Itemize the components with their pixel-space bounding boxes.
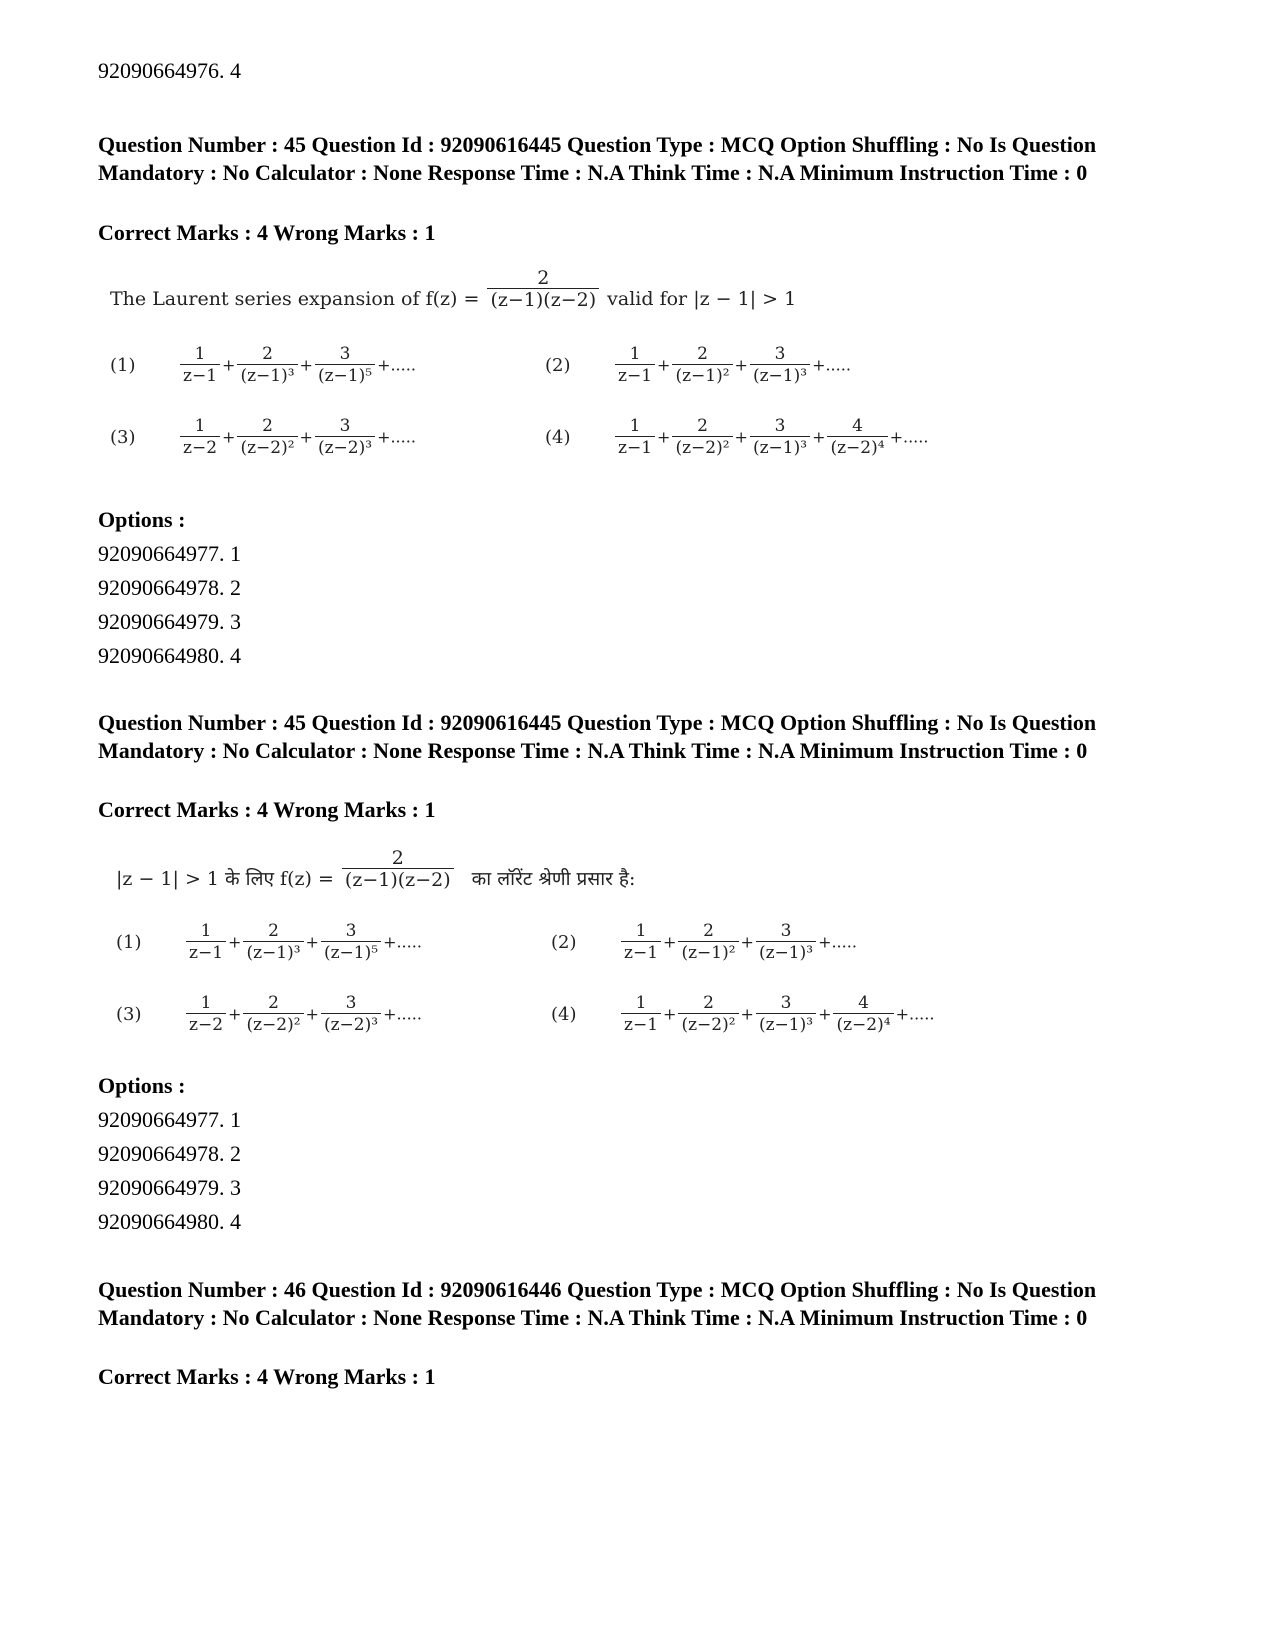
series-term (237, 416, 297, 458)
term-numerator: 2 (697, 344, 708, 364)
option-item: 92090664978. 2 (98, 1141, 241, 1166)
choice-expression (178, 416, 416, 458)
choice-expression (613, 344, 851, 386)
option-item: 92090664977. 1 (98, 1107, 241, 1132)
plus-sign: + (657, 427, 671, 447)
term-numerator: 3 (774, 416, 786, 436)
term-numerator: 3 (780, 921, 792, 941)
statement-suffix: का लॉरेंट श्रेणी प्रसार है: (471, 868, 636, 890)
plus-sign: + (812, 427, 826, 447)
question-image-hindi (98, 843, 1038, 1035)
question-image-english (98, 266, 1038, 458)
plus-sign: + (299, 427, 313, 447)
term-numerator: 3 (780, 993, 792, 1013)
term-denominator: (z−1)³ (237, 364, 297, 386)
term-numerator: 1 (629, 344, 641, 364)
series-term (756, 993, 816, 1035)
term-numerator: 2 (268, 921, 279, 941)
option-item: 92090664979. 3 (98, 1175, 241, 1200)
plus-sign: + (818, 1004, 832, 1024)
statement-prefix: के लिए (225, 868, 274, 890)
question-header: Question Number : 45 Question Id : 92090616445 Question Type : MCQ Option Shuffling : No Is Question Mandatory : No Calculator : None Response Time : N.A Think Time : N.A Minimum Instruction Time : 0 (98, 132, 1097, 185)
term-denominator: (z−1)² (678, 941, 738, 963)
function-lhs: f(z) = (280, 868, 334, 890)
term-denominator: z−1 (615, 436, 655, 458)
option-item: 92090664980. 4 (98, 1209, 241, 1234)
options-title: Options : (98, 1073, 186, 1098)
marks-line: Correct Marks : 4 Wrong Marks : 1 (98, 797, 436, 822)
choice-label: (1) (116, 931, 142, 953)
term-numerator: 3 (774, 344, 786, 364)
plus-sign: + (222, 427, 236, 447)
choice-expression (184, 921, 422, 963)
term-denominator: (z−1)⁵ (315, 364, 375, 386)
term-denominator: (z−2)³ (321, 1013, 381, 1035)
term-numerator: 1 (200, 993, 212, 1013)
term-numerator: 2 (703, 993, 714, 1013)
choice-3 (110, 416, 416, 458)
marks-line: Correct Marks : 4 Wrong Marks : 1 (98, 1364, 436, 1389)
option-item: 92090664979. 3 (98, 609, 241, 634)
term-denominator: (z−1)³ (756, 1013, 816, 1035)
term-numerator: 2 (703, 921, 714, 941)
series-term (315, 416, 375, 458)
term-numerator: 3 (339, 344, 351, 364)
series-term (756, 921, 816, 963)
plus-sign: + (663, 932, 677, 952)
series-term (180, 416, 220, 458)
function-fraction (487, 268, 599, 310)
statement-prefix: The Laurent series expansion of (110, 288, 420, 310)
option-item: 92090664980. 4 (98, 643, 241, 668)
series-tail: +..... (818, 932, 857, 952)
term-numerator: 1 (200, 921, 212, 941)
series-term (833, 993, 893, 1035)
series-term (180, 344, 220, 386)
question-header: Question Number : 45 Question Id : 92090616445 Question Type : MCQ Option Shuffling : No Is Question Mandatory : No Calculator : None Response Time : N.A Think Time : N.A Minimum Instruction Time : 0 (98, 710, 1097, 763)
choice-label: (4) (551, 1003, 577, 1025)
series-term (243, 993, 303, 1035)
plus-sign: + (734, 427, 748, 447)
series-term (237, 344, 297, 386)
question-statement (98, 843, 1038, 913)
term-denominator: (z−1)³ (750, 436, 810, 458)
previous-option-line: 92090664976. 4 (98, 58, 241, 83)
function-lhs: f(z) = (425, 288, 480, 310)
function-denominator: (z−1)(z−2) (342, 868, 454, 890)
term-denominator: (z−1)³ (756, 941, 816, 963)
term-denominator: z−1 (615, 364, 655, 386)
question-statement (98, 266, 1038, 336)
plus-sign: + (740, 1004, 754, 1024)
choice-2 (545, 344, 851, 386)
function-fraction (342, 848, 454, 890)
choice-label: (2) (545, 354, 571, 376)
plus-sign: + (228, 932, 242, 952)
series-tail: +..... (889, 427, 929, 447)
series-term (621, 993, 661, 1035)
term-denominator: (z−2)⁴ (833, 1013, 893, 1035)
plus-sign: + (663, 1004, 677, 1024)
series-term (621, 921, 661, 963)
term-denominator: z−2 (186, 1013, 226, 1035)
plus-sign: + (305, 932, 319, 952)
term-denominator: z−1 (621, 941, 661, 963)
plus-sign: + (299, 355, 313, 375)
series-term (615, 344, 655, 386)
term-numerator: 1 (635, 993, 647, 1013)
choice-expression (184, 993, 422, 1035)
term-denominator: z−1 (180, 364, 220, 386)
choice-2 (551, 921, 857, 963)
option-item: 92090664978. 2 (98, 575, 241, 600)
function-numerator: 2 (537, 267, 550, 289)
term-numerator: 2 (697, 416, 708, 436)
series-tail: +..... (383, 1004, 422, 1024)
choice-label: (4) (545, 426, 571, 448)
option-item: 92090664977. 1 (98, 541, 241, 566)
term-numerator: 3 (345, 921, 357, 941)
term-denominator: (z−2)³ (315, 436, 375, 458)
term-numerator: 3 (345, 993, 357, 1013)
plus-sign: + (734, 355, 748, 375)
term-numerator: 2 (262, 344, 273, 364)
term-numerator: 2 (262, 416, 273, 436)
term-denominator: (z−1)² (672, 364, 732, 386)
choice-label: (3) (116, 1003, 142, 1025)
series-tail: +..... (812, 355, 851, 375)
choice-label: (2) (551, 931, 577, 953)
series-tail: +..... (377, 427, 416, 447)
statement-condition: |z − 1| > 1 (116, 868, 219, 890)
function-numerator: 2 (391, 847, 404, 869)
choice-1 (110, 344, 416, 386)
choice-label: (3) (110, 426, 136, 448)
statement-suffix: valid for (607, 288, 688, 310)
term-denominator: z−1 (621, 1013, 661, 1035)
term-numerator: 1 (635, 921, 647, 941)
term-denominator: (z−2)² (243, 1013, 303, 1035)
plus-sign: + (657, 355, 671, 375)
options-list (98, 1069, 241, 1239)
series-term (672, 416, 732, 458)
choice-expression (178, 344, 416, 386)
term-numerator: 2 (268, 993, 279, 1013)
term-denominator: (z−1)⁵ (321, 941, 381, 963)
series-term (321, 993, 381, 1035)
series-term (678, 921, 738, 963)
term-numerator: 4 (858, 993, 869, 1013)
series-term (321, 921, 381, 963)
term-denominator: (z−2)² (678, 1013, 738, 1035)
plus-sign: + (228, 1004, 242, 1024)
choice-4 (545, 416, 928, 458)
term-numerator: 1 (194, 344, 206, 364)
choice-expression (619, 921, 857, 963)
options-title: Options : (98, 507, 186, 532)
series-term (243, 921, 303, 963)
choice-label: (1) (110, 354, 136, 376)
plus-sign: + (222, 355, 236, 375)
function-denominator: (z−1)(z−2) (487, 288, 599, 310)
choice-3 (116, 993, 422, 1035)
term-denominator: (z−2)² (672, 436, 732, 458)
series-term (827, 416, 887, 458)
series-term (750, 416, 810, 458)
term-numerator: 1 (629, 416, 641, 436)
series-term (750, 344, 810, 386)
series-tail: +..... (377, 355, 416, 375)
series-tail: +..... (383, 932, 422, 952)
series-term (615, 416, 655, 458)
question-header: Question Number : 46 Question Id : 92090616446 Question Type : MCQ Option Shuffling : No Is Question Mandatory : No Calculator : None Response Time : N.A Think Time : N.A Minimum Instruction Time : 0 (98, 1277, 1097, 1330)
choice-4 (551, 993, 934, 1035)
term-denominator: (z−2)⁴ (827, 436, 887, 458)
term-denominator: (z−1)³ (750, 364, 810, 386)
options-list (98, 503, 241, 673)
term-denominator: z−1 (186, 941, 226, 963)
term-numerator: 3 (339, 416, 351, 436)
statement-condition: |z − 1| > 1 (693, 288, 797, 310)
marks-line: Correct Marks : 4 Wrong Marks : 1 (98, 220, 436, 245)
choice-expression (613, 416, 928, 458)
series-term (186, 921, 226, 963)
term-denominator: z−2 (180, 436, 220, 458)
series-term (315, 344, 375, 386)
term-numerator: 4 (852, 416, 863, 436)
series-term (672, 344, 732, 386)
term-numerator: 1 (194, 416, 206, 436)
plus-sign: + (305, 1004, 319, 1024)
choice-1 (116, 921, 422, 963)
series-term (186, 993, 226, 1035)
plus-sign: + (740, 932, 754, 952)
series-term (678, 993, 738, 1035)
term-denominator: (z−1)³ (243, 941, 303, 963)
choice-expression (619, 993, 934, 1035)
series-tail: +..... (895, 1004, 935, 1024)
term-denominator: (z−2)² (237, 436, 297, 458)
